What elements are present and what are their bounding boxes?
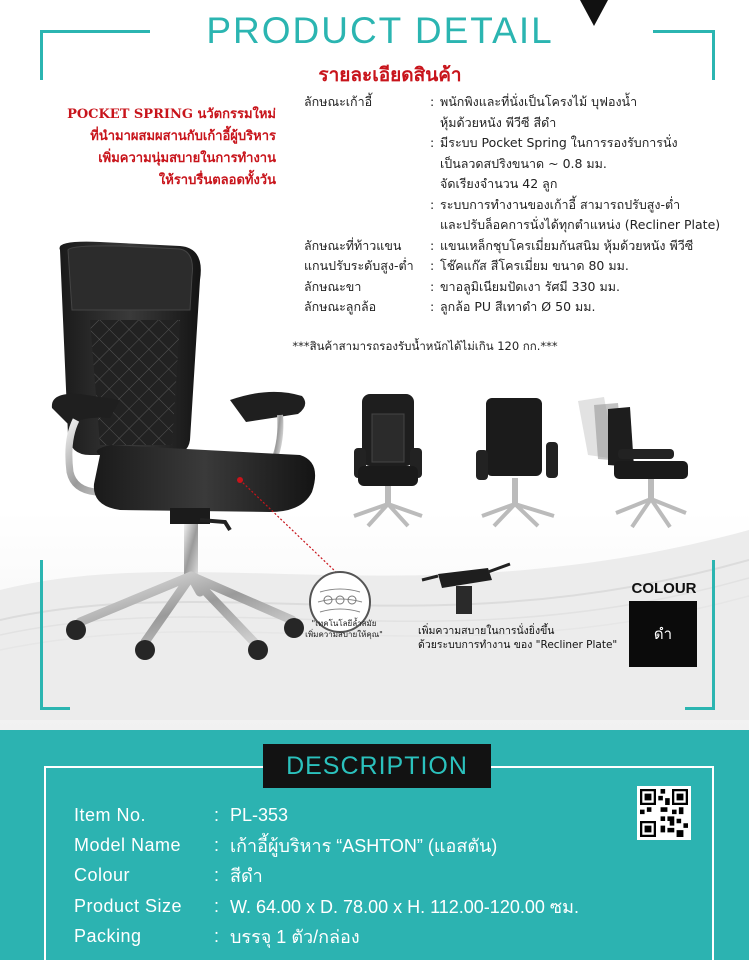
spec-colon: : [430,94,435,109]
page-title: PRODUCT DETAIL [206,10,554,51]
spec-line: หุ้มด้วยหนัง พีวีซี สีดำ [440,114,557,130]
spec-value: โช๊คแก๊ส สีโครเมี่ยม ขนาด 80 มม. [440,258,629,273]
spec-colon: : [430,237,435,253]
spec-row [304,236,724,257]
description-colon: : [214,865,220,886]
spec-colon: : [430,196,435,212]
description-colon: : [214,925,220,946]
spec-line: มีระบบ Pocket Spring ในการรองรับการนั่ง [440,135,678,150]
description-row [74,800,634,830]
promo-line: เพิ่มความนุ่มสบายในการทำงาน [98,151,276,166]
chair-back-image [474,390,564,530]
description-label: Colour [74,865,131,886]
promo-line: ที่นำมาผสมผสานกับเก้าอี้ผู้บริหาร [90,129,276,144]
description-title: DESCRIPTION [263,744,491,788]
pocket-spring-caption [283,618,405,640]
spec-row [304,297,724,318]
description-value: เก้าอี้ผู้บริหาร “ASHTON” (แอสตัน) [230,835,498,856]
spec-line: จัดเรียงจำนวน 42 ลูก [440,176,558,191]
chair-front-image [348,390,428,530]
recliner-plate-caption [418,624,638,652]
description-value: บรรจุ 1 ตัว/กล่อง [230,926,360,947]
spec-colon: : [430,135,435,150]
spec-list [304,92,724,318]
colour-swatch: ดำ [629,601,697,667]
description-row [74,891,634,921]
description-colon: : [214,834,220,855]
description-section [0,730,749,960]
recliner-plate-image [418,560,518,620]
description-value: สีดำ [230,866,263,887]
description-row [74,921,634,951]
promo-line: ให้ราบรื่นตลอดทั้งวัน [158,173,276,188]
spec-colon: : [430,299,435,314]
description-row [74,830,634,860]
spec-colon: : [430,278,435,294]
promo-text [56,104,276,192]
spec-label: ลักษณะเก้าอี้ [304,94,373,109]
description-label: Item No. [74,804,147,825]
caption-line: "เทคโนโลยีล้ำสมัย [311,619,377,628]
description-label: Model Name [74,834,182,855]
description-label: Product Size [74,895,183,916]
spec-value: ขาอลูมิเนียมปัดเงา รัศมี 330 มม. [440,278,620,294]
spec-label: ลักษณะขา [304,278,362,294]
caption-line: เพิ่มความสบายให้คุณ" [305,630,383,639]
caption-line: ด้วยระบบการทำงาน ของ "Recliner Plate" [418,639,618,651]
qr-code-icon [637,786,691,840]
caption-line: เพิ่มความสบายในการนั่งยิ่งขึ้น [418,625,555,637]
chair-main-image [40,240,330,660]
spec-label: แกนปรับระดับสูง-ต่ำ [304,258,414,273]
description-value: W. 64.00 x D. 78.00 x H. 112.00-120.00 ซม. [230,896,579,917]
promo-line: POCKET SPRING นวัตกรรมใหม่ [67,107,276,122]
page-subtitle: รายละเอียดสินค้า [318,64,462,86]
description-label: Packing [74,925,142,946]
description-table [74,800,634,951]
weight-note: ***สินค้าสามารถรองรับน้ำหนักได้ไม่เกิน 120 กก.*** [292,339,558,353]
spec-label: ลักษณะที่ท้าวแขน [304,237,402,253]
spec-colon: : [430,258,435,273]
spec-label: ลักษณะลูกล้อ [304,299,377,314]
spec-value: แขนเหล็กชุบโครเมี่ยมกันสนิม หุ้มด้วยหนัง พีวีซี [440,237,694,253]
frame-corner [653,30,715,80]
chair-recline-image [568,395,698,535]
spec-line: ระบบการทำงานของเก้าอี้ สามารถปรับสูง-ต่ำ [440,196,681,212]
spec-line: เป็นลวดสปริงขนาด ~ 0.8 มม. [440,155,607,171]
colour-label: COLOUR [631,580,697,597]
description-colon: : [214,804,220,825]
spec-row [304,92,724,236]
frame-corner [40,30,150,80]
description-value: PL-353 [230,804,289,825]
spec-row [304,256,724,277]
spec-line: และปรับล็อคการนั่งได้ทุกตำแหน่ง (Recliner Plate) [440,217,721,232]
spec-value: ลูกล้อ PU สีเทาดำ Ø 50 มม. [440,299,596,314]
spec-row [304,277,724,298]
description-colon: : [214,895,220,916]
spec-line: พนักพิงและที่นั่งเป็นโครงไม้ บุฟองน้ำ [440,94,638,109]
description-row [74,861,634,891]
spec-value [430,92,724,236]
